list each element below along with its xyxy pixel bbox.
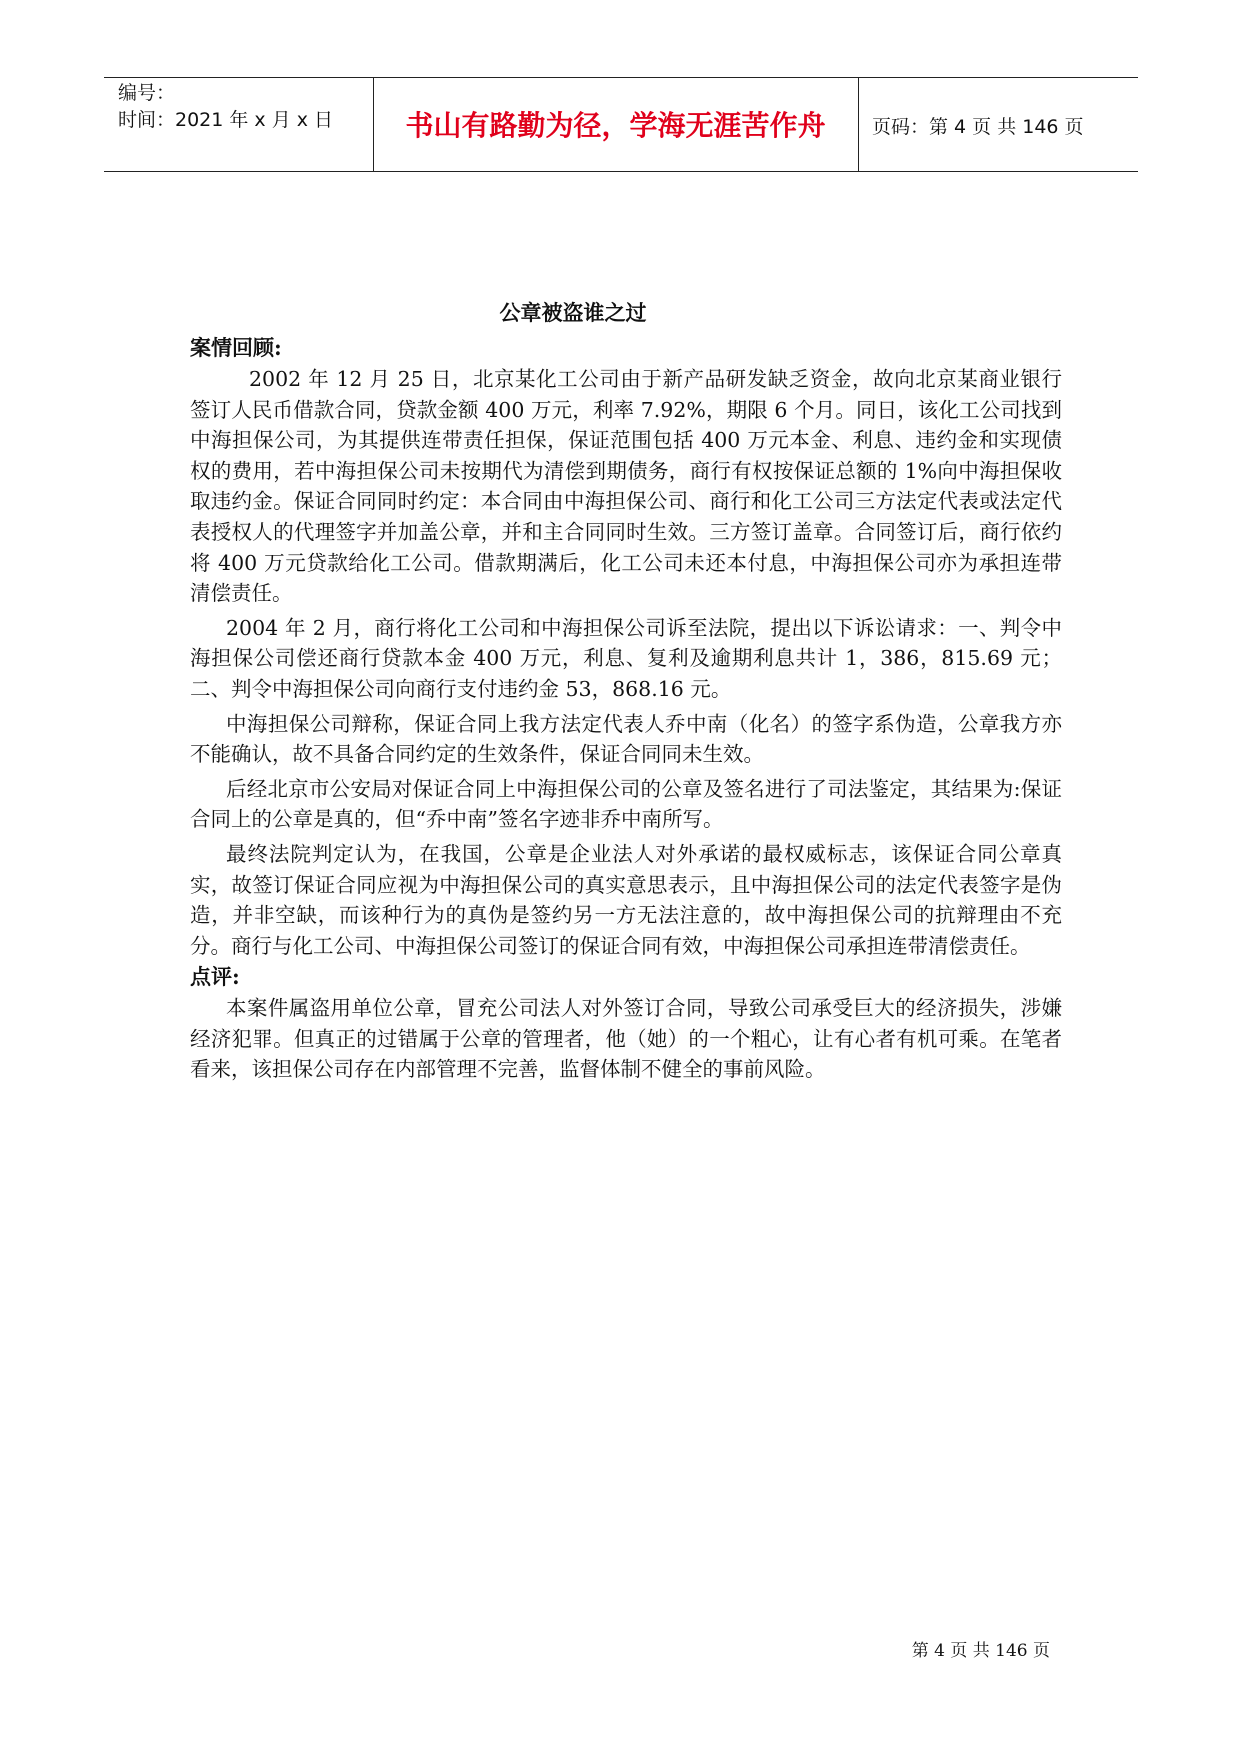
section-heading-case-review: 案情回顾: bbox=[190, 335, 282, 360]
header-motto: 书山有路勤为径，学海无涯苦作舟 bbox=[405, 109, 826, 142]
document-date-label: 时间：2021 年 x 月 x 日 bbox=[118, 109, 334, 131]
header-divider bbox=[858, 77, 859, 171]
paragraph: 本案件属盗用单位公章，冒充公司法人对外签订合同，导致公司承受巨大的经济损失，涉嫌经济犯罪。但真正的过错属于公章的管理者，他（她）的一个粗心，让有心者有机可乘。在笔者看来，该担保公司存在内部管理不完善，监督体制不健全的事前风险。 bbox=[190, 996, 1062, 1082]
header-top-border bbox=[104, 77, 1138, 78]
document-title: 公章被盗谁之过 bbox=[499, 300, 647, 325]
paragraph: 最终法院判定认为，在我国，公章是企业法人对外承诺的最权威标志，该保证合同公章真实，故签订保证合同应视为中海担保公司的真实意思表示，且中海担保公司的法定代表签字是伪造，并非空缺，而该种行为的真伪是签约另一方无法注意的，故中海担保公司的抗辩理由不充分。商行与化工公司、中海担保公司签订的保证合同有效，中海担保公司承担连带清偿责任。 bbox=[190, 841, 1062, 958]
header-meta bbox=[118, 80, 333, 134]
paragraph: 后经北京市公安局对保证合同上中海担保公司的公章及签名进行了司法鉴定，其结果为:保证合同上的公章是真的，但“乔中南”签名字迹非乔中南所写。 bbox=[190, 776, 1062, 832]
document-number-label: 编号： bbox=[118, 82, 176, 104]
paragraph: 2004 年 2 月，商行将化工公司和中海担保公司诉至法院，提出以下诉讼请求：一、判令中海担保公司偿还商行贷款本金 400 万元，利息、复利及逾期利息共计 1，386，815.69 元；二、判令中海担保公司向商行支付违约金 53，868.16 元。 bbox=[190, 615, 1062, 701]
paragraph: 中海担保公司辩称，保证合同上我方法定代表人乔中南（化名）的签字系伪造，公章我方亦不能确认，故不具备合同约定的生效条件，保证合同同未生效。 bbox=[190, 711, 1062, 767]
header-bottom-border bbox=[104, 171, 1138, 172]
document-body bbox=[190, 332, 1062, 1085]
paragraph: 2002 年 12 月 25 日，北京某化工公司由于新产品研发缺乏资金，故向北京某商业银行签订人民币借款合同，贷款金额 400 万元，利率 7.92%，期限 6 个月。同日，该化工公司找到中海担保公司，为其提供连带责任担保，保证范围包括 400 万元本金、利息、违约金和实现债权的费用，若中海担保公司未按期代为清偿到期债务，商行有权按保证总额的 1%向中海担保收取违约金。保证合同同时约定：本合同由中海担保公司、商行和化工公司三方法定代表或法定代表授权人的代理签字并加盖公章，并和主合同同时生效。三方签订盖章。合同签订后，商行依约将 400 万元贷款给化工公司。借款期满后，化工公司未还本付息，中海担保公司亦为承担连带清偿责任。 bbox=[190, 367, 1062, 606]
header-page-number: 页码：第 4 页 共 146 页 bbox=[872, 116, 1084, 138]
page-footer: 第 4 页 共 146 页 bbox=[911, 1641, 1050, 1661]
section-heading-comment: 点评: bbox=[190, 964, 240, 990]
